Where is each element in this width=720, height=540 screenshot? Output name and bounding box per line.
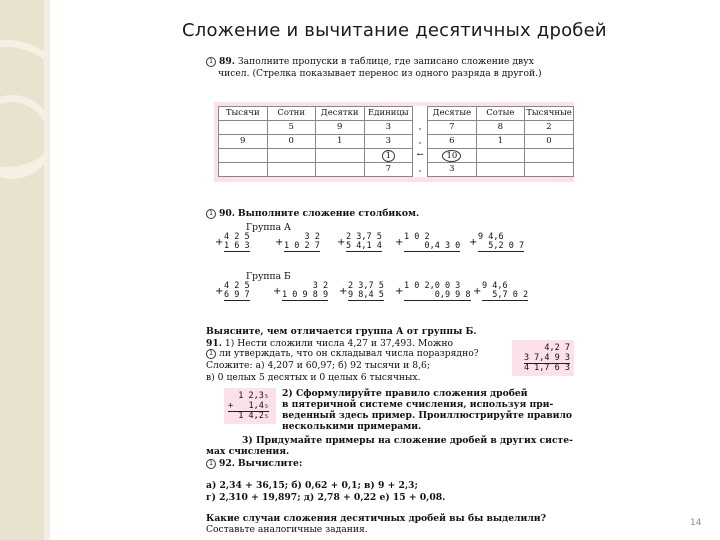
table-cell: 9 [315, 121, 364, 135]
ex89-text-1: Заполните пропуски в таблице, где записано сложение двух [237, 56, 534, 67]
ex91-part3-text-2: мах счисления. [206, 446, 290, 457]
table-carry-row [219, 149, 574, 163]
column-sum: + 1 0 2 0,4 3 0 [395, 232, 461, 251]
column-sum: + 3 2 1 0 2 7 [275, 232, 320, 251]
table-cell: 1 [476, 135, 524, 149]
group-a-label: Группа А [246, 222, 291, 233]
ex90-question-text: Выясните, чем отличается группа А от группы Б. [206, 326, 477, 337]
left-panel-edge [44, 0, 50, 540]
table-cell [525, 149, 574, 163]
place-value-table [218, 106, 574, 177]
ex89-text-2: чисел. (Стрелка показывает перенос из одного разряда в другой.) [218, 68, 542, 79]
column-sum: + 9 4,6 5,7 0 2 [473, 281, 529, 300]
ex91-part2-text-3: веденный здесь пример. Проиллюстрируйте правило [282, 410, 573, 421]
table-cell: 3 [364, 121, 413, 135]
box-line: 1 2,3₅ [228, 391, 269, 401]
ex91-part2-text-2: в пятеричной системе счисления, используя при- [282, 399, 554, 410]
table-header-cell [413, 107, 428, 121]
column-sum: + 1 0 2,0 0 3 0,9 9 8 [395, 281, 471, 300]
sum-top: 4 2 5 [224, 232, 250, 242]
column-sum: + 2 3,7 5 5 4,1 4 [337, 232, 382, 251]
table-row [219, 135, 574, 149]
table-header-cell: Сотые [476, 107, 524, 121]
carry-arrow-icon: ← [413, 149, 428, 163]
ex91-part2-1 [282, 388, 528, 399]
difficulty-marker-icon: 1 [206, 209, 216, 219]
box-line: 4 1,7 6 3 [523, 363, 570, 373]
ex91-part3-text-1: 3) Придумайте примеры на сложение дробей в других систе- [242, 435, 573, 446]
ex89-number: 89. [219, 56, 235, 67]
table-cell [428, 149, 477, 163]
sum-bottom: 6 9 7 [224, 290, 250, 300]
table-cell: , [413, 135, 428, 149]
page-number: 14 [690, 518, 702, 528]
table-cell [525, 163, 574, 177]
ex89-line1 [206, 56, 534, 67]
table-cell [476, 163, 524, 177]
ex92-text-1: а) 2,34 + 36,15; б) 0,62 + 0,1; в) 9 + 2,3; [206, 480, 418, 491]
box-line: 4,2 7 [529, 343, 570, 353]
ex92-line2 [206, 492, 445, 503]
ex92-question1 [206, 513, 546, 524]
difficulty-marker-icon: 1 [206, 349, 216, 359]
ex90-heading [206, 208, 419, 219]
sum-bottom: 1 0 2 7 [284, 241, 320, 251]
table-header-cell: Единицы [364, 107, 413, 121]
table-cell: , [413, 163, 428, 177]
ex92-question-text-1: Какие случаи сложения десятичных дробей вы бы выделили? [206, 513, 547, 524]
table-header-cell: Тысячные [525, 107, 574, 121]
table-cell [219, 121, 268, 135]
sum-bottom: 0,4 3 0 [404, 241, 461, 251]
decorative-ring-small [0, 95, 44, 179]
table-cell: 8 [476, 121, 524, 135]
table-cell [219, 149, 268, 163]
ex91-part2-3 [282, 410, 572, 421]
sum-top: 1 0 2 [404, 232, 430, 242]
column-sum: + 4 2 5 1 6 3 [215, 232, 250, 251]
table-row [219, 163, 574, 177]
ex90-question [206, 326, 477, 337]
table-cell [267, 163, 315, 177]
ex91-example-box [512, 340, 574, 376]
table-cell: 3 [364, 135, 413, 149]
ex91-part2-text-1: 2) Сформулируйте правило сложения дробей [282, 388, 528, 399]
sum-bottom: 9 8,4 5 [348, 290, 384, 300]
ex92-heading [206, 458, 302, 469]
table-cell: 5 [267, 121, 315, 135]
table-cell: 1 [315, 135, 364, 149]
ex92-text: Вычислите: [237, 458, 303, 469]
table-cell: 9 [219, 135, 268, 149]
table-cell: 3 [428, 163, 477, 177]
table-cell [315, 163, 364, 177]
table-header-cell: Десятые [428, 107, 477, 121]
sum-bottom: 5,2 0 7 [478, 241, 525, 251]
carry-circle: 10 [442, 150, 461, 162]
ex91-part3-1 [242, 435, 573, 446]
table-cell [315, 149, 364, 163]
ex91-part2-2 [282, 399, 553, 410]
ex91-part2-4 [282, 421, 421, 432]
box-line: + 1,4₅ [228, 401, 269, 411]
column-sum: + 2 3,7 5 9 8,4 5 [339, 281, 384, 300]
table-cell: 6 [428, 135, 477, 149]
box-line: 1 4,2₅ [228, 411, 269, 421]
sum-bottom: 5 4,1 4 [346, 241, 382, 251]
table-cell: 7 [428, 121, 477, 135]
sum-top: 4 2 5 [224, 281, 250, 291]
difficulty-marker-icon: 1 [206, 57, 216, 67]
box-line: 3 7,4 9 3 [523, 353, 570, 363]
table-cell: 0 [525, 135, 574, 149]
table-header-cell: Десятки [315, 107, 364, 121]
ex91-quinary-box [224, 388, 276, 424]
column-sum: + 3 2 1 0 9 8 9 [273, 281, 329, 300]
column-sum: + 9 4,6 5,2 0 7 [469, 232, 525, 251]
difficulty-marker-icon: 1 [206, 459, 216, 469]
carry-circle: 1 [382, 150, 395, 162]
ex91-text-2: ли утверждать, что он складывал числа поразрядно? [219, 348, 479, 359]
table-cell: 7 [364, 163, 413, 177]
ex92-line1 [206, 480, 418, 491]
ex92-text-2: г) 2,310 + 19,897; д) 2,78 + 0,22 е) 15 + 0,08. [206, 492, 446, 503]
sum-top: 2 3,7 5 [348, 281, 384, 291]
table-cell: 2 [525, 121, 574, 135]
sum-bottom: 0,9 9 8 [404, 290, 471, 300]
table-header-cell: Тысячи [219, 107, 268, 121]
sum-top: 9 4,6 [478, 232, 504, 242]
sum-bottom: 5,7 0 2 [482, 290, 529, 300]
ex92-number: 92. [219, 458, 235, 469]
slide-title: Сложение и вычитание десятичных дробей [182, 20, 607, 41]
table-header-cell: Сотни [267, 107, 315, 121]
ex92-question2: Составьте аналогичные задания. [206, 524, 368, 535]
table-cell [219, 163, 268, 177]
ex91-number: 91. [206, 338, 222, 349]
table-cell: 0 [267, 135, 315, 149]
table-cell [476, 149, 524, 163]
table-cell [364, 149, 413, 163]
left-decorative-panel [0, 0, 44, 540]
table-header-row [219, 107, 574, 121]
ex90-number: 90. [219, 208, 235, 219]
sum-bottom: 1 6 3 [224, 241, 250, 251]
ex91-line2 [206, 348, 479, 359]
ex90-text: Выполните сложение столбиком. [237, 208, 420, 219]
ex91-text-3: Сложите: а) 4,207 и 60,97; б) 92 тысячи и 8,6; [206, 360, 430, 371]
ex91-part2-text-4: несколькими примерами. [282, 421, 422, 432]
sum-top: 9 4,6 [482, 281, 508, 291]
sum-top: 3 2 [284, 232, 320, 242]
sum-top: 2 3,7 5 [346, 232, 382, 242]
place-value-table-frame [214, 102, 574, 182]
sum-bottom: 1 0 9 8 9 [282, 290, 329, 300]
ex91-text-1: 1) Нести сложили числа 4,27 и 37,493. Можно [224, 338, 453, 349]
column-sum: + 4 2 5 6 9 7 [215, 281, 250, 300]
table-cell: , [413, 121, 428, 135]
ex91-text-4: в) 0 целых 5 десятых и 0 целых 6 тысячных. [206, 372, 421, 383]
table-cell [267, 149, 315, 163]
ex91-part3-2 [206, 446, 289, 457]
group-b-label: Группа Б [246, 271, 291, 282]
sum-top: 3 2 [282, 281, 329, 291]
sum-top: 1 0 2,0 0 3 [404, 281, 461, 291]
table-row [219, 121, 574, 135]
